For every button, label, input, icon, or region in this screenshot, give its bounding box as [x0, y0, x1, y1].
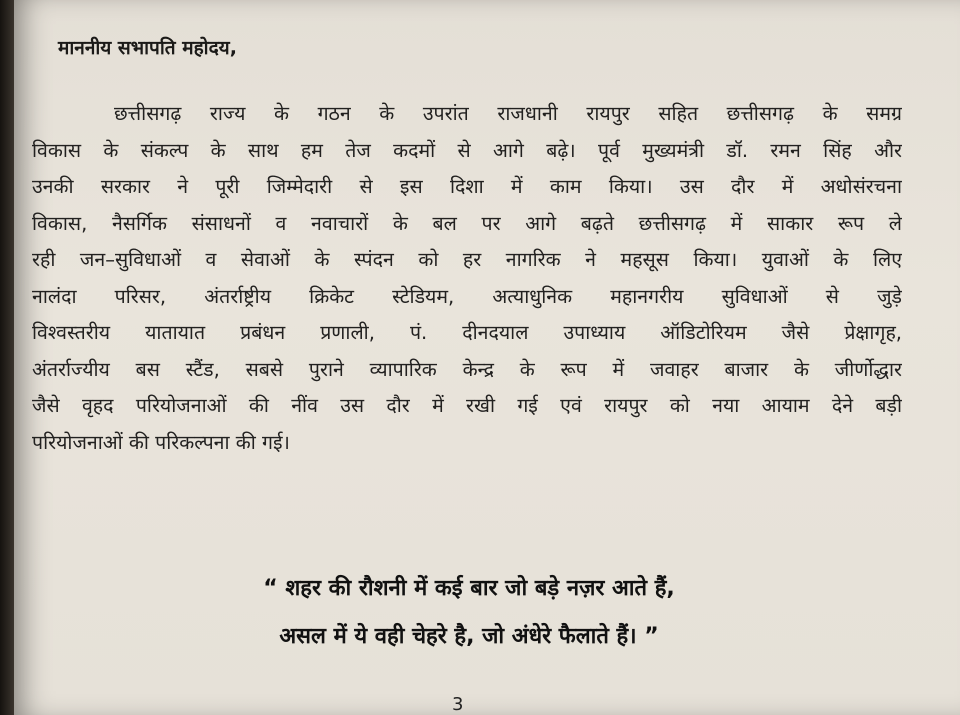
salutation: माननीय सभापति महोदय,: [58, 37, 237, 59]
speech-paragraph: [32, 96, 902, 461]
document-page: [14, 0, 960, 715]
paragraph-line: उनकी सरकार ने पूरी जिम्मेदारी से इस दिशा में काम किया। उस दौर में अधोसंरचना: [32, 175, 902, 198]
paragraph-line: विकास के संकल्प के साथ हम तेज कदमों से आगे बढ़े। पूर्व मुख्यमंत्री डॉ. रमन सिंह और: [32, 138, 902, 162]
paragraph-line: नालंदा परिसर, अंतर्राष्ट्रीय क्रिकेट स्टेडियम, अत्याधुनिक महानगरीय सुविधाओं से जुड़े: [32, 284, 902, 308]
book-gutter: [0, 0, 14, 715]
paragraph-line: परियोजनाओं की परिकल्पना की गई।: [32, 430, 290, 454]
paragraph-line: छत्तीसगढ़ राज्य के गठन के उपरांत राजधानी रायपुर सहित छत्तीसगढ़ के समग्र: [114, 102, 902, 125]
paragraph-line: विश्वस्तरीय यातायात प्रबंधन प्रणाली, पं. दीनदयाल उपाध्याय ऑडिटोरियम जैसे प्रेक्षागृह,: [32, 321, 902, 344]
paragraph-line: रही जन–सुविधाओं व सेवाओं के स्पंदन को हर नागरिक ने महसूस किया। युवाओं के लिए: [32, 248, 902, 271]
quote-line-1: “ शहर की रौशनी में कई बार जो बड़े नज़र आते हैं,: [263, 576, 675, 601]
paragraph-line: अंतर्राज्यीय बस स्टैंड, सबसे पुराने व्यापारिक केन्द्र के रूप में जवाहर बाजार के जीर्णोद्धार: [32, 357, 902, 381]
paragraph-line: जैसे वृहद परियोजनाओं की नींव उस दौर में रखी गई एवं रायपुर को नया आयाम देने बड़ी: [32, 394, 902, 417]
quote-line-2: असल में ये वही चेहरे है, जो अंधेरे फैलाते हैं। ”: [279, 624, 659, 649]
paragraph-line: विकास, नैसर्गिक संसाधनों व नवाचारों के बल पर आगे बढ़ते छत्तीसगढ़ में साकार रूप ले: [32, 211, 902, 235]
page-number: 3: [452, 694, 464, 715]
